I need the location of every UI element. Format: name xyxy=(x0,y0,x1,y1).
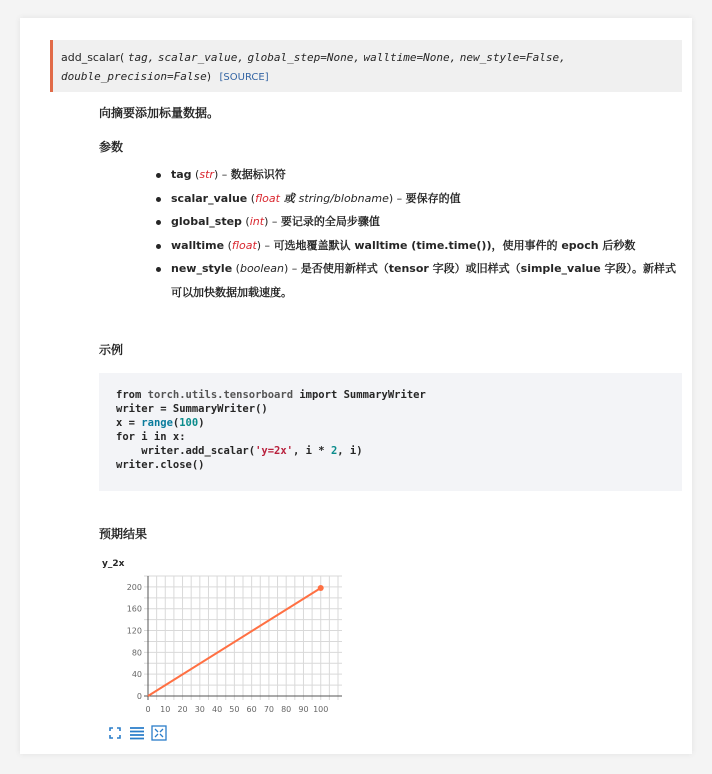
x-tick-label: 70 xyxy=(263,705,275,714)
y-tick-label: 160 xyxy=(126,604,142,614)
x-tick-label: 60 xyxy=(246,705,257,714)
function-signature xyxy=(50,40,682,92)
param-sep: ) – xyxy=(283,262,301,275)
expand-icon[interactable] xyxy=(107,725,123,741)
x-tick-label: 80 xyxy=(281,705,292,714)
param-type: boolean xyxy=(239,262,284,275)
y-tick-label: 200 xyxy=(126,582,142,592)
description: 向摘要添加标量数据。 xyxy=(99,106,220,120)
param-sep: ) – xyxy=(264,215,281,228)
param-paren: ( xyxy=(232,262,240,275)
code-number: 100 xyxy=(179,417,199,429)
param-desc: 可选地覆盖默认 walltime (time.time())，使用事件的 epoch 后秒数 xyxy=(273,238,636,252)
param-sep: ) – xyxy=(213,168,231,181)
code-string: 'y=2x' xyxy=(255,445,294,457)
x-tick-label: 10 xyxy=(160,705,171,714)
param-sig: walltime=None, xyxy=(363,51,457,64)
param-desc: 是否使用新样式（tensor 字段）或旧样式（simple_value 字段）。新样式可以加快数据加载速度。 xyxy=(171,262,677,299)
x-tick-label: 100 xyxy=(313,705,329,714)
param-paren: ( xyxy=(224,238,232,252)
code-text: x = xyxy=(116,417,142,429)
chart-title: y_2x xyxy=(102,559,125,569)
param-sig: double_precision=False xyxy=(61,70,207,83)
code-text: SummaryWriter xyxy=(337,389,426,401)
example-heading: 示例 xyxy=(99,343,124,357)
param-or: 或 xyxy=(279,191,299,205)
y-tick-label: 80 xyxy=(131,648,142,658)
param-sep: ) – xyxy=(256,238,274,252)
code-keyword: import xyxy=(299,389,338,401)
close-paren: ) xyxy=(206,70,211,83)
list-item xyxy=(154,210,679,234)
param-desc: 要记录的全局步骤值 xyxy=(280,215,380,228)
param-sig: tag, xyxy=(127,51,155,64)
x-tick-label: 40 xyxy=(211,705,223,714)
x-tick-label: 90 xyxy=(298,705,309,714)
y-tick-label: 0 xyxy=(136,692,142,701)
function-name: add_scalar xyxy=(61,51,121,64)
list-item xyxy=(154,257,679,304)
list-item xyxy=(154,163,679,187)
code-text: writer.close() xyxy=(116,459,205,471)
fit-icon[interactable] xyxy=(151,725,167,741)
params-list xyxy=(154,163,679,304)
param-name: tag xyxy=(171,168,192,181)
param-desc: 数据标识符 xyxy=(230,168,286,181)
param-paren: ( xyxy=(247,191,256,205)
param-type: str xyxy=(199,168,214,181)
code-text: , i) xyxy=(337,445,363,457)
series-point xyxy=(318,585,324,591)
doc-page xyxy=(20,18,692,754)
result-heading: 预期结果 xyxy=(99,527,148,541)
param-sig: global_step=None, xyxy=(247,51,361,64)
list-item xyxy=(154,234,679,258)
y-tick-label: 40 xyxy=(131,670,142,680)
param-name: global_step xyxy=(171,215,242,228)
code-block xyxy=(99,373,682,491)
param-desc: 要保存的值 xyxy=(405,191,461,205)
x-tick-label: 30 xyxy=(194,705,205,714)
list-item xyxy=(154,187,679,211)
param-type: float xyxy=(255,191,280,205)
code-text: for i in x: xyxy=(116,431,186,443)
param-sep: ) – xyxy=(388,191,406,205)
param-type: float xyxy=(231,238,257,252)
menu-icon[interactable] xyxy=(129,725,145,741)
line-chart xyxy=(100,570,350,722)
param-sig: new_style=False, xyxy=(459,51,566,64)
open-paren: ( xyxy=(120,51,125,64)
param-type: int xyxy=(249,215,265,228)
param-type: string/blobname xyxy=(298,191,389,205)
y-tick-label: 120 xyxy=(126,626,142,636)
x-tick-label: 20 xyxy=(177,705,188,714)
param-sig: scalar_value, xyxy=(157,51,244,64)
source-link[interactable]: [SOURCE] xyxy=(219,72,269,83)
x-tick-label: 50 xyxy=(229,705,240,714)
code-text: , i * xyxy=(293,445,331,457)
code-number: 2 xyxy=(330,445,338,457)
param-name: scalar_value xyxy=(171,191,248,205)
params-heading: 参数 xyxy=(99,140,124,154)
param-name: walltime xyxy=(171,238,225,252)
code-text: ) xyxy=(198,417,205,429)
code-text: writer.add_scalar( xyxy=(116,445,256,457)
code-keyword: from xyxy=(116,389,142,401)
code-builtin: range xyxy=(141,417,173,429)
code-text: writer = SummaryWriter() xyxy=(116,403,268,415)
code-text: ( xyxy=(172,417,180,429)
x-tick-label: 0 xyxy=(145,705,151,714)
code-module: torch.utils.tensorboard xyxy=(141,389,300,401)
param-name: new_style xyxy=(171,262,233,275)
param-paren: ( xyxy=(241,215,250,228)
param-paren: ( xyxy=(191,168,200,181)
